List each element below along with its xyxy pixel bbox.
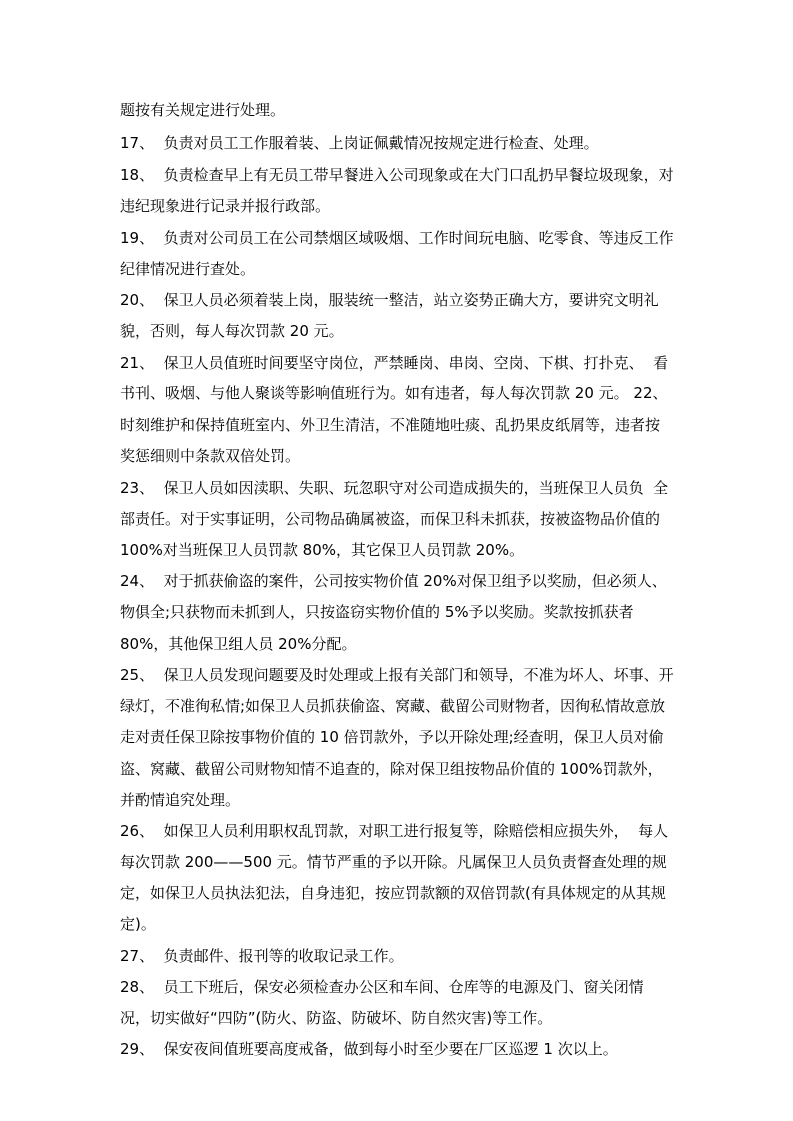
text-line: 27、 负责邮件、报刊等的收取记录工作。	[120, 947, 404, 965]
text-line: 18、 负责检查早上有无员工带早餐进入公司现象或在大门口乱扔早餐垃圾现象，对	[120, 166, 674, 184]
text-line: 定，如保卫人员执法犯法，自身违犯，按应罚款额的双倍罚款(有具体规定的从其规	[120, 884, 666, 902]
text-line: 绿灯，不准徇私情;如保卫人员抓获偷盗、窝藏、截留公司财物者，因徇私情故意放	[120, 697, 666, 715]
text-line: 25、 保卫人员发现问题要及时处理或上报有关部门和领导，不准为坏人、坏事、开	[120, 666, 674, 684]
text-line: 28、 员工下班后，保安必须检查办公区和车间、仓库等的电源及门、窗关闭情	[120, 978, 644, 996]
text-line: 19、 负责对公司员工在公司禁烟区域吸烟、工作时间玩电脑、吃零食、等违反工作	[120, 229, 674, 247]
text-line: 书刊、吸烟、与他人聚谈等影响值班行为。如有违者，每人每次罚款 20 元。 22、	[120, 384, 668, 402]
text-line: 并酌情追究处理。	[120, 791, 241, 809]
text-line: 时刻维护和保持值班室内、外卫生清洁，不准随地吐痰、乱扔果皮纸屑等，违者按	[120, 416, 661, 434]
text-line: 部责任。对于实事证明，公司物品确属被盗，而保卫科未抓获，按被盗物品价值的	[120, 510, 661, 528]
text-line: 貌，否则，每人每次罚款 20 元。	[120, 322, 344, 340]
text-line: 26、 如保卫人员利用职权乱罚款，对职工进行报复等，除赔偿相应损失外， 每人	[120, 822, 669, 840]
text-line: 违纪现象进行记录并报行政部。	[120, 197, 331, 215]
text-line: 题按有关规定进行处理。	[120, 101, 286, 119]
text-line: 23、 保卫人员如因渎职、失职、玩忽职守对公司造成损失的，当班保卫人员负 全	[120, 479, 669, 497]
text-line: 定)。	[120, 915, 156, 933]
text-line: 100%对当班保卫人员罚款 80%，其它保卫人员罚款 20%。	[120, 541, 525, 559]
text-line: 盗、窝藏、截留公司财物知情不追查的，除对保卫组按物品价值的 100%罚款外，	[120, 760, 663, 778]
text-line: 17、 负责对员工工作服着装、上岗证佩戴情况按规定进行检查、处理。	[120, 134, 599, 152]
text-line: 走对责任保卫除按事物价值的 10 倍罚款外，予以开除处理;经查明，保卫人员对偷	[120, 728, 664, 746]
text-line: 况，切实做好“四防”(防火、防盗、防破坏、防自然灾害)等工作。	[120, 1009, 553, 1027]
text-line: 80%，其他保卫组人员 20%分配。	[120, 635, 357, 653]
text-line: 奖惩细则中条款双倍处罚。	[120, 447, 301, 465]
text-line: 每次罚款 200——500 元。情节严重的予以开除。凡属保卫人员负责督查处理的规	[120, 853, 667, 871]
text-line: 纪律情况进行查处。	[120, 260, 256, 278]
text-line: 29、 保安夜间值班要高度戒备，做到每小时至少要在厂区巡逻 1 次以上。	[120, 1040, 618, 1058]
text-line: 物俱全;只获物而未抓到人，只按盗窃实物价值的 5%予以奖励。奖款按抓获者	[120, 603, 634, 621]
text-line: 20、 保卫人员必须着装上岗，服装统一整洁，站立姿势正确大方，要讲究文明礼	[120, 291, 659, 309]
text-line: 24、 对于抓获偷盗的案件，公司按实物价值 20%对保卫组予以奖励，但必须人、	[120, 572, 667, 590]
text-line: 21、 保卫人员值班时间要坚守岗位，严禁睡岗、串岗、空岗、下棋、打扑克、 看	[120, 354, 669, 372]
